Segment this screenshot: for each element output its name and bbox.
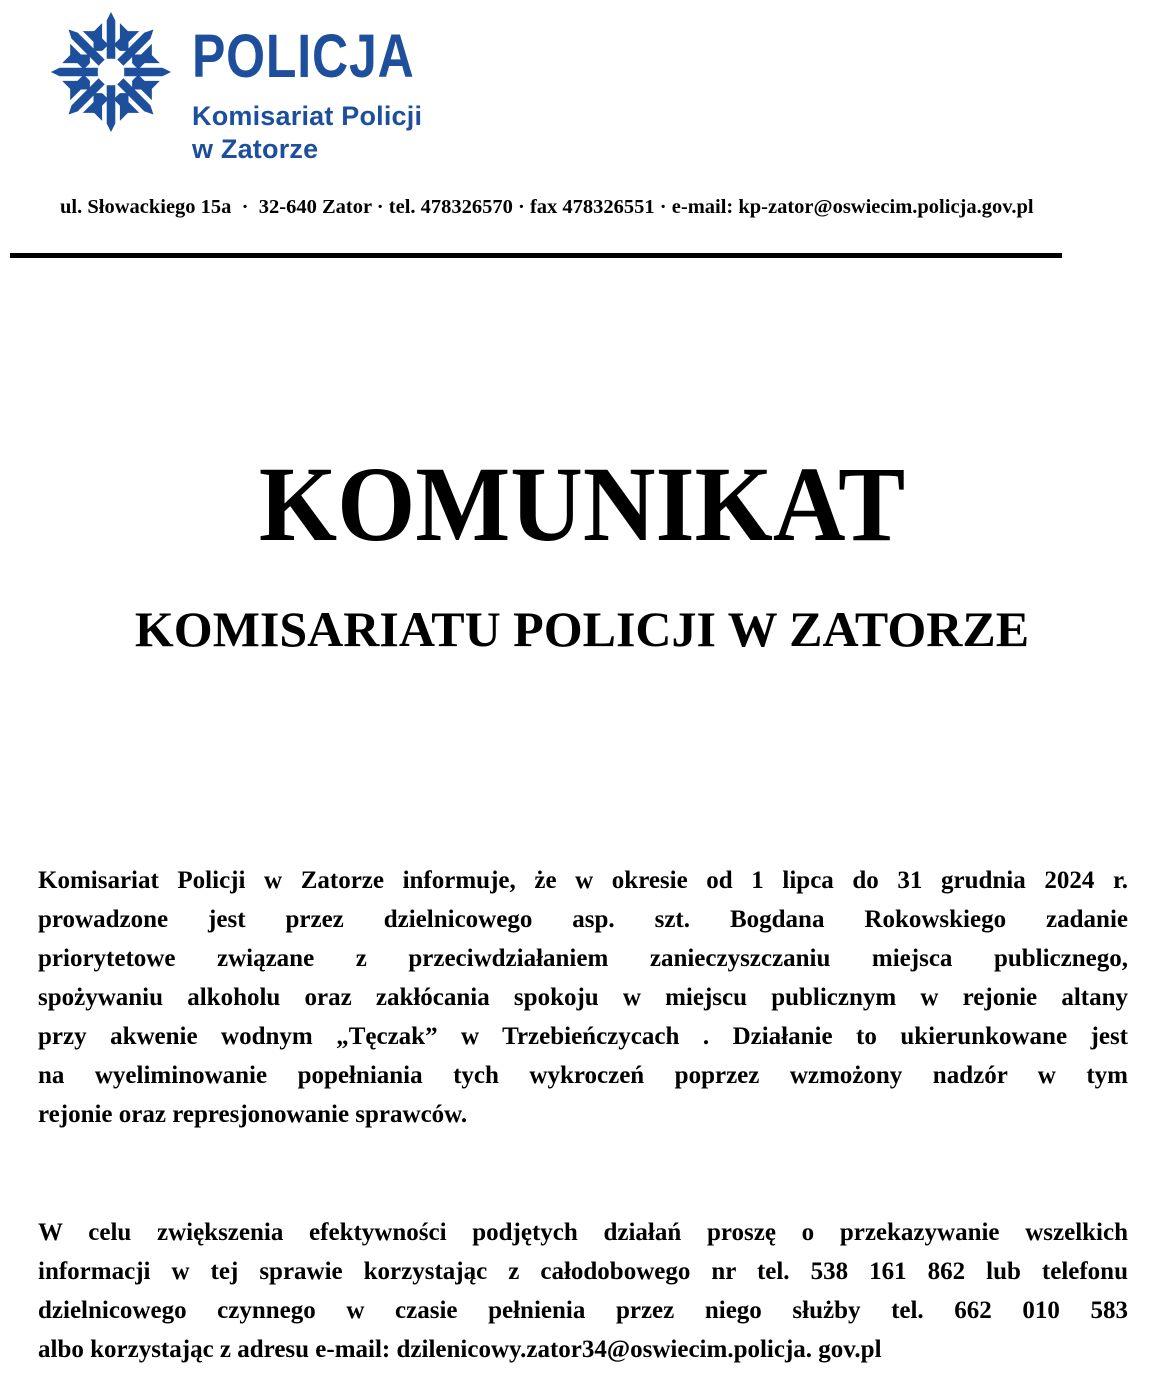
body-line: Komisariat Policji w Zatorze informuje, że w okresie od 1 lipca do 31 grudnia 2024 r.: [38, 867, 1128, 894]
header-divider: [10, 253, 1062, 258]
unit-name-line1: Komisariat Policji: [192, 101, 423, 131]
body-line: dzielnicowego czynnego w czasie pełnienia przez niego służby tel. 662 010 583: [38, 1297, 1128, 1324]
body-line: rejonie oraz represjonowanie sprawców.: [38, 1101, 468, 1128]
body-line: przy akwenie wodnym „Tęczak” w Trzebieńczycach . Działanie to ukierunkowane jest: [38, 1023, 1128, 1050]
contact-line: ul. Słowackiego 15a · 32-640 Zator · tel. 478326570 · fax 478326551 · e-mail: kp-zator@oswiecim.policja.gov.pl: [60, 196, 1034, 218]
unit-name: [192, 100, 463, 166]
brand-block: [192, 22, 463, 166]
body-line: W celu zwiększenia efektywności podjętych działań proszę o przekazywanie wszelkich: [38, 1219, 1128, 1246]
body-line: albo korzystając z adresu e-mail: dzilenicowy.zator34@oswiecim.policja. gov.pl: [38, 1336, 882, 1363]
org-name: POLICJA: [192, 22, 415, 90]
body-line: prowadzone jest przez dzielnicowego asp. szt. Bogdana Rokowskiego zadanie: [38, 906, 1128, 933]
body-line: informacji w tej sprawie korzystając z całodobowego nr tel. 538 161 862 lub telefonu: [38, 1258, 1128, 1285]
paragraph-priority-task: [38, 861, 1128, 1134]
body-line: na wyeliminowanie popełniania tych wykroczeń poprzez wzmożony nadzór w tym: [38, 1062, 1128, 1089]
unit-name-line2: w Zatorze: [192, 134, 319, 164]
police-eight-point-star-icon: [45, 6, 177, 138]
body-line: priorytetowe związane z przeciwdziałaniem zanieczyszczaniu miejsca publicznego,: [38, 945, 1128, 972]
body-line: spożywaniu alkoholu oraz zakłócania spokoju w miejscu publicznym w rejonie altany: [38, 984, 1128, 1011]
page-title: KOMUNIKAT: [258, 446, 906, 564]
page-subtitle: KOMISARIATU POLICJI W ZATORZE: [134, 601, 1030, 657]
paragraph-contact-info: [38, 1213, 1128, 1369]
